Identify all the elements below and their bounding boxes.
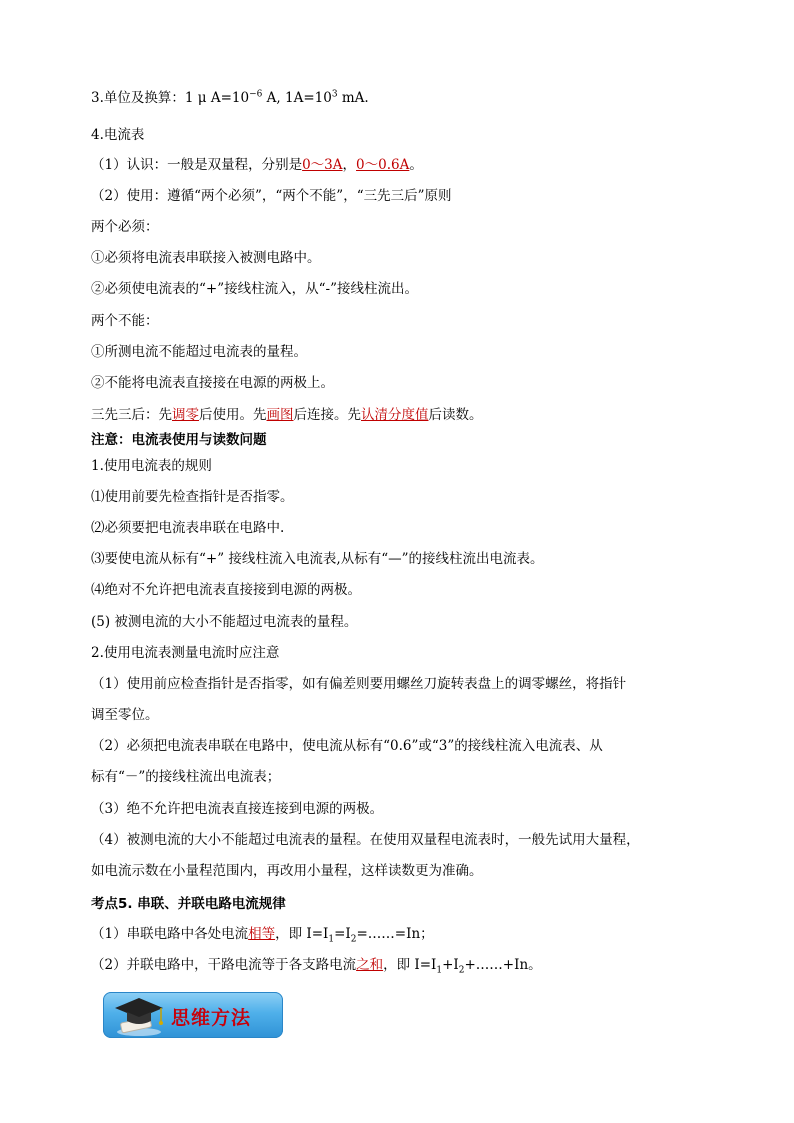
point5-heading: 考点5. 串联、并联电路电流规律 bbox=[91, 896, 286, 912]
attention-4-line-2: 如电流示数在小量程范围内，再改用小量程，这样读数更为准确。 bbox=[91, 863, 483, 879]
graduation-cap-icon bbox=[111, 994, 167, 1038]
must-heading: 两个必须： bbox=[91, 219, 159, 235]
banner-label: 思维方法 bbox=[171, 1007, 252, 1029]
unit-conversion-line: 3.单位及换算：1 μ $A=10^{-6}$ A, $1A=10^3$ mA. bbox=[91, 89, 369, 106]
attention-3: （3）绝不允许把电流表直接连接到电源的两极。 bbox=[91, 801, 384, 817]
rule-4: ⑷绝对不允许把电流表直接接到电源的两极。 bbox=[91, 582, 361, 598]
attention-heading: 2.使用电流表测量电流时应注意 bbox=[91, 645, 280, 661]
attention-1-line-1: （1）使用前应检查指针是否指零，如有偏差则要用螺丝刀旋转表盘上的调零螺丝，将指针 bbox=[91, 676, 627, 692]
cannot-heading: 两个不能： bbox=[91, 313, 159, 329]
ammeter-recognize: （1）认识：一般是双量程，分别是0～3A，0～0.6A。 bbox=[91, 157, 423, 173]
thinking-method-banner bbox=[103, 992, 283, 1038]
rules-heading: 1.使用电流表的规则 bbox=[91, 458, 212, 474]
attention-4-line-1: （4）被测电流的大小不能超过电流表的量程。在使用双量程电流表时，一般先试用大量程， bbox=[91, 832, 640, 848]
ammeter-use: （2）使用：遵循“两个必须”，“两个不能”，“三先三后”原则 bbox=[91, 188, 452, 204]
three-first-three-after: 三先三后：先调零后使用。先画图后连接。先认清分度值后读数。 bbox=[91, 407, 483, 423]
attention-2-line-2: 标有“－”的接线柱流出电流表； bbox=[91, 769, 281, 785]
ammeter-heading: 4.电流表 bbox=[91, 127, 145, 143]
range-2: 0～0.6A bbox=[356, 157, 410, 173]
note-heading: 注意：电流表使用与读数问题 bbox=[91, 432, 267, 448]
rule-3: ⑶要使电流从标有“+” 接线柱流入电流表,从标有“—”的接线柱流出电流表。 bbox=[91, 551, 544, 567]
rule-5: (5) 被测电流的大小不能超过电流表的量程。 bbox=[91, 614, 358, 630]
rule-1: ⑴使用前要先检查指针是否指零。 bbox=[91, 489, 294, 505]
parallel-rule: （2）并联电路中，干路电流等于各支路电流之和，即 $I=I_1+I_2+\dots\dots+In$。 bbox=[91, 957, 542, 976]
range-1: 0～3A bbox=[302, 157, 343, 173]
must-1: ①必须将电流表串联接入被测电路中。 bbox=[91, 250, 321, 266]
cannot-2: ②不能将电流表直接接在电源的两极上。 bbox=[91, 375, 334, 391]
rule-2: ⑵必须要把电流表串联在电路中. bbox=[91, 520, 285, 536]
must-2: ②必须使电流表的“+”接线柱流入，从“-”接线柱流出。 bbox=[91, 281, 418, 297]
series-rule: （1）串联电路中各处电流相等，即 $I=I_1=I_2=\dots\dots=In$； bbox=[91, 926, 434, 945]
attention-1-line-2: 调至零位。 bbox=[91, 707, 159, 723]
attention-2-line-1: （2）必须把电流表串联在电路中，使电流从标有“0.6”或“3”的接线柱流入电流表、从 bbox=[91, 738, 603, 754]
cannot-1: ①所测电流不能超过电流表的量程。 bbox=[91, 344, 307, 360]
